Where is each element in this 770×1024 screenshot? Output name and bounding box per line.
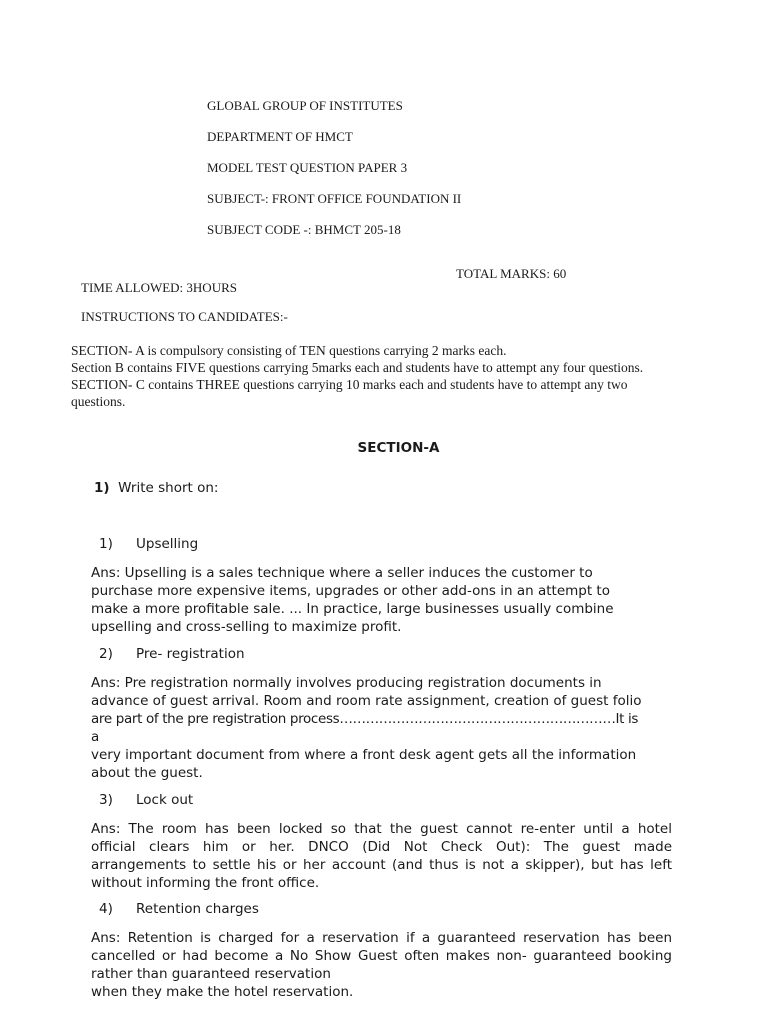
item-title: Upselling <box>136 536 199 552</box>
instructions-title: INSTRUCTIONS TO CANDIDATES:- <box>81 309 288 324</box>
section-title: SECTION-A <box>357 440 440 456</box>
department-name: DEPARTMENT OF HMCT <box>207 129 353 144</box>
answer-line: cancelled or had become a No Show Guest often makes non- guaranteed booking <box>91 948 672 964</box>
answer-line: when they make the hotel reservation. <box>91 984 354 1000</box>
instruction-line: SECTION- C contains THREE questions carrying 10 marks each and students have to attempt any two <box>71 377 628 392</box>
item-title: Lock out <box>136 792 194 808</box>
answer-line: rather than guaranteed reservation <box>91 966 331 982</box>
item-title: Retention charges <box>136 901 259 917</box>
answer-line: without informing the front office. <box>91 875 320 891</box>
instruction-line: Section B contains FIVE questions carrying 5marks each and students have to attempt any four questions. <box>71 360 644 375</box>
item-number: 4) <box>99 901 113 917</box>
answer-line: Ans: Pre registration normally involves producing registration documents in <box>91 675 602 691</box>
answer-line: purchase more expensive items, upgrades or other add-ons in an attempt to <box>91 583 610 599</box>
answer-line: arrangements to settle his or her account (and thus is not a skipper), but has left <box>91 857 672 873</box>
answer-lock-out <box>91 820 672 892</box>
item-title: Pre- registration <box>136 646 245 662</box>
question-1 <box>94 480 218 496</box>
paper-title: MODEL TEST QUESTION PAPER 3 <box>207 160 408 175</box>
item-number: 1) <box>99 536 113 552</box>
answer-line: about the guest. <box>91 765 203 781</box>
item-number: 3) <box>99 792 113 808</box>
instruction-line: SECTION- A is compulsory consisting of TEN questions carrying 2 marks each. <box>71 343 507 358</box>
question-number: 1) <box>94 480 110 496</box>
item-number: 2) <box>99 646 113 662</box>
question-text: Write short on: <box>118 480 219 496</box>
time-allowed: TIME ALLOWED: 3HOURS <box>81 280 237 295</box>
answer-line: official clears him or her. DNCO (Did Not Check Out): The guest made <box>91 839 672 855</box>
answer-line: a <box>91 729 100 745</box>
answer-line: Ans: Upselling is a sales technique where a seller induces the customer to <box>91 565 593 581</box>
answer-line: advance of guest arrival. Room and room rate assignment, creation of guest folio <box>91 693 642 709</box>
answer-line: very important document from where a front desk agent gets all the information <box>91 747 637 763</box>
item-retention-charges <box>99 901 259 917</box>
institute-name: GLOBAL GROUP OF INSTITUTES <box>207 98 403 113</box>
answer-line: make a more profitable sale. ... In practice, large businesses usually combine <box>91 601 614 617</box>
answer-line: are part of the pre registration process………………………………………………………It is <box>91 711 639 727</box>
answer-line: Ans: The room has been locked so that the guest cannot re-enter until a hotel <box>91 821 672 837</box>
answer-retention-charges <box>91 929 672 1001</box>
subject-name: SUBJECT-: FRONT OFFICE FOUNDATION II <box>207 191 462 206</box>
total-marks: TOTAL MARKS: 60 <box>456 266 567 281</box>
answer-line: Ans: Retention is charged for a reservation if a guaranteed reservation has been <box>91 930 672 946</box>
answer-line: upselling and cross-selling to maximize profit. <box>91 619 402 635</box>
item-upselling <box>99 536 198 552</box>
subject-code: SUBJECT CODE -: BHMCT 205-18 <box>207 222 401 237</box>
item-pre-registration <box>99 646 245 662</box>
answer-pre-registration <box>91 674 672 782</box>
item-lock-out <box>99 792 193 808</box>
instruction-line: questions. <box>71 394 126 409</box>
instructions-list <box>71 342 711 410</box>
answer-upselling <box>91 564 672 636</box>
